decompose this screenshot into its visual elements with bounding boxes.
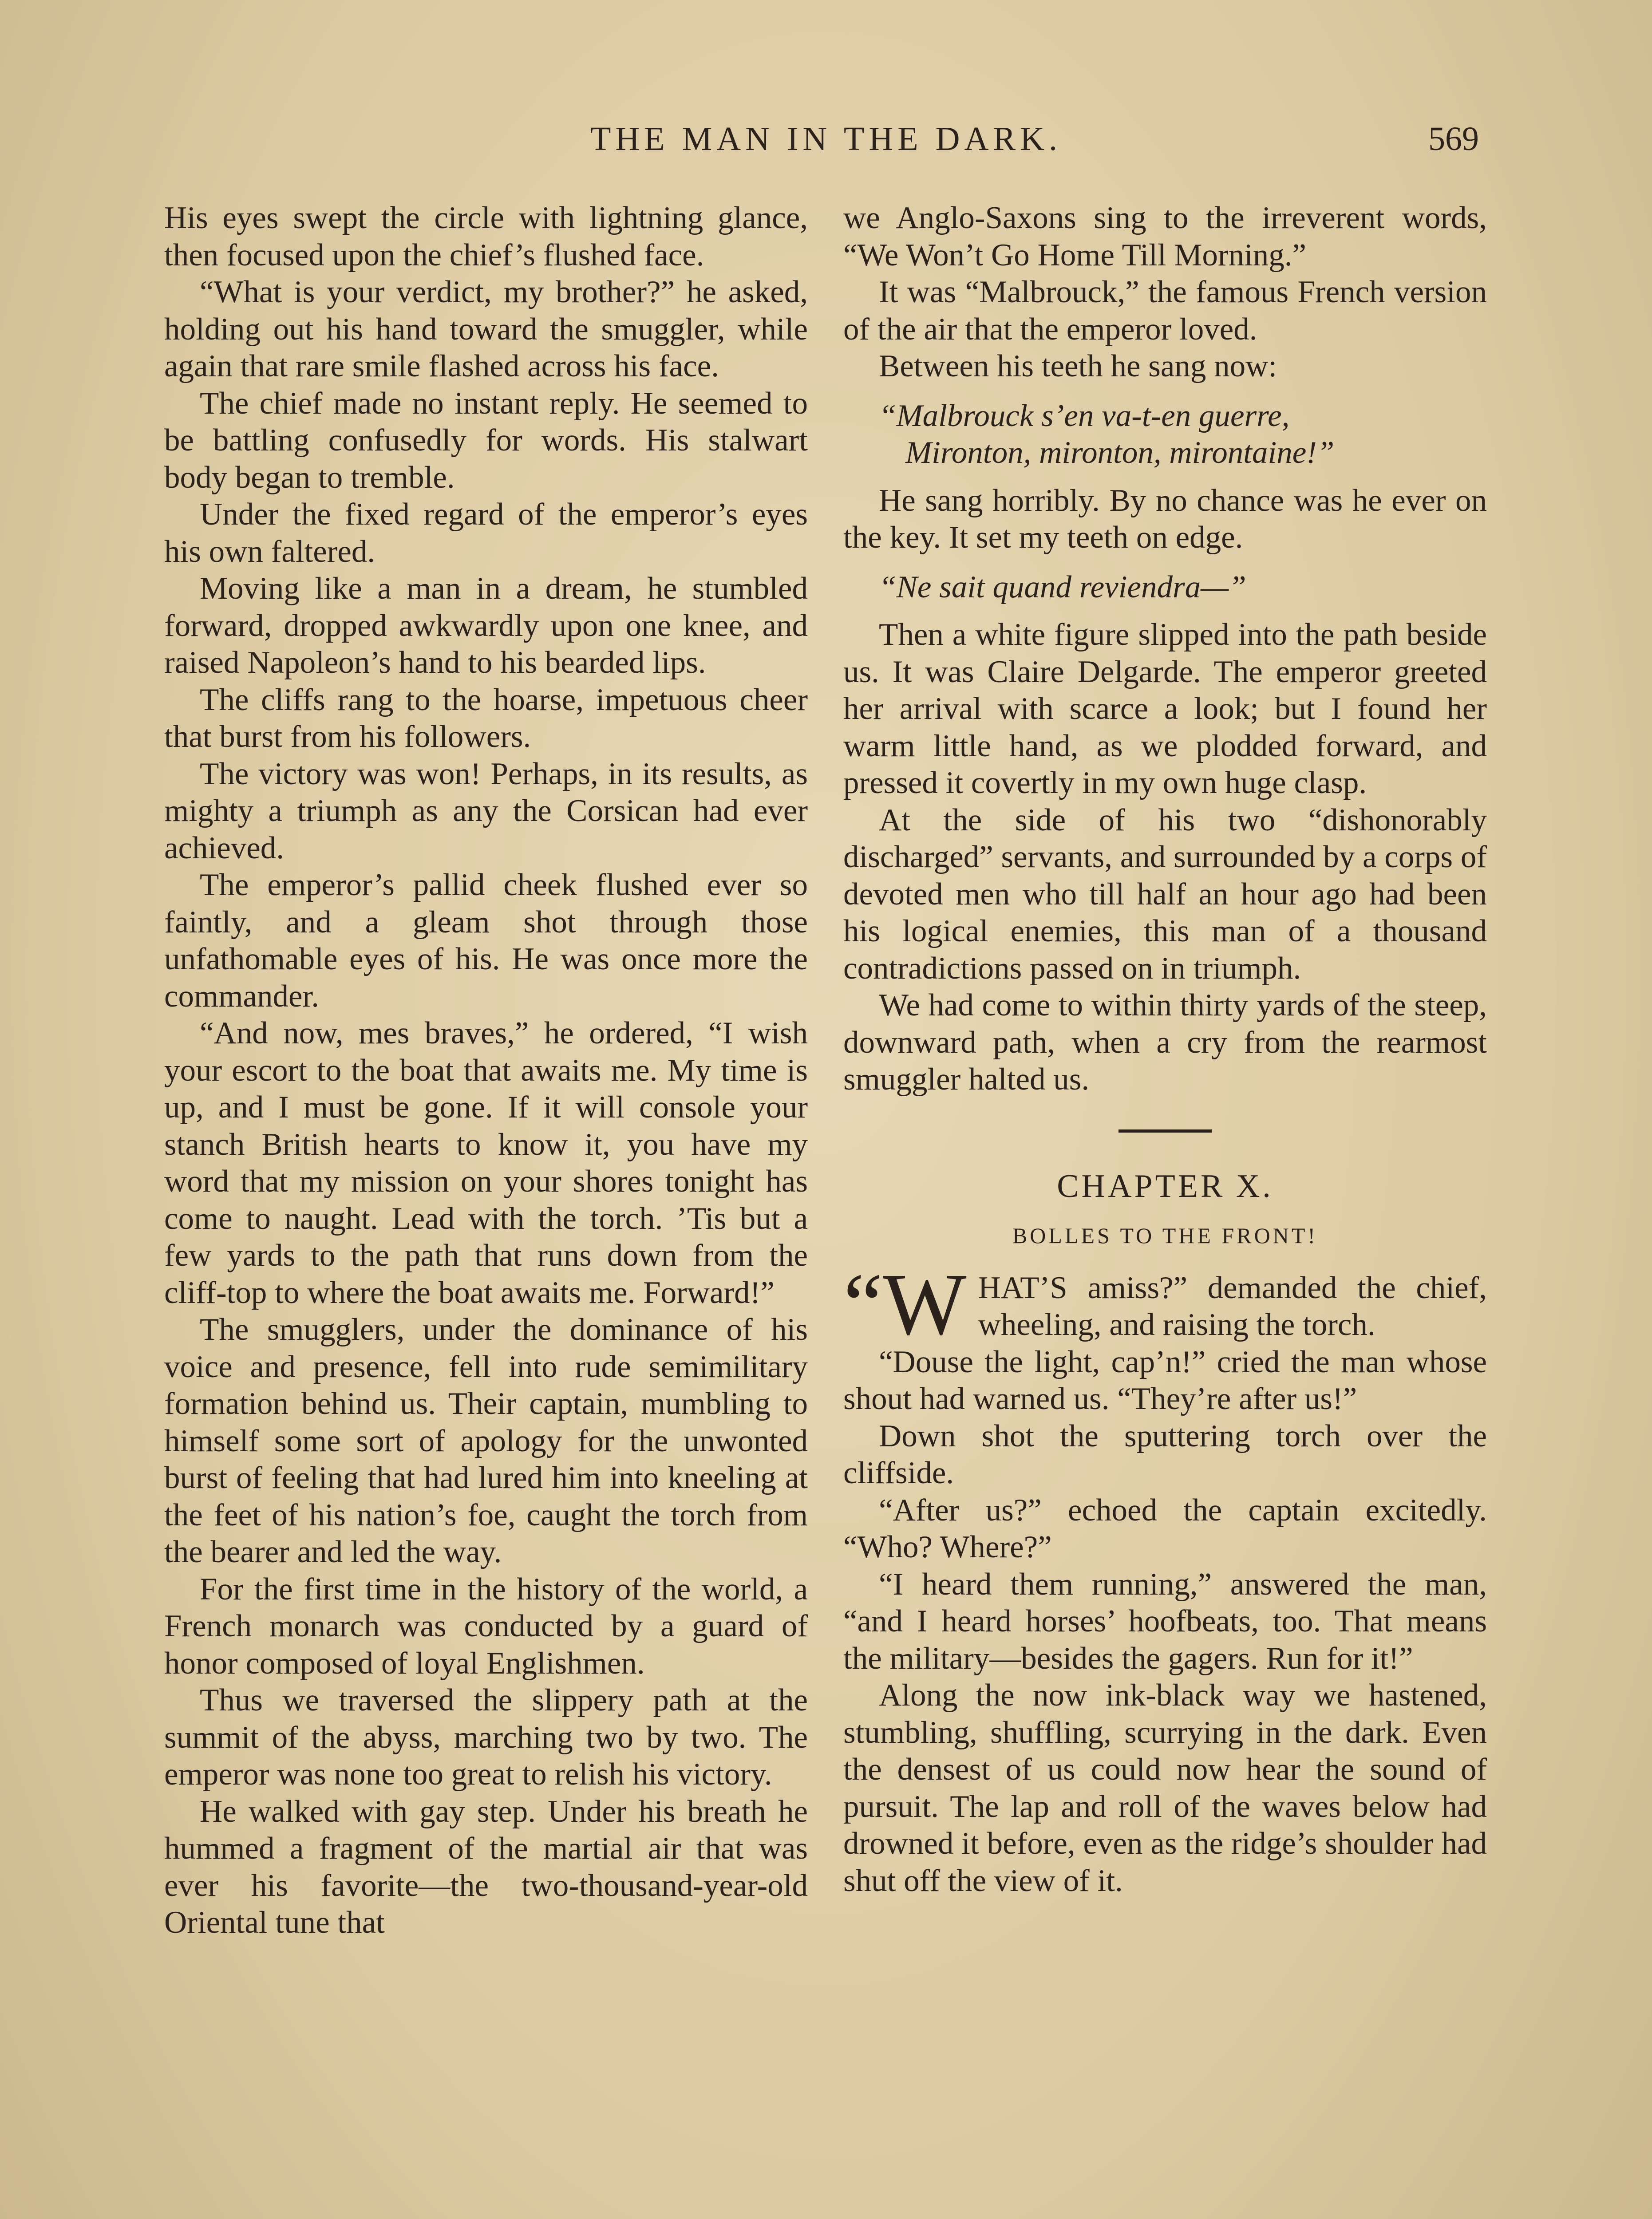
paragraph: Thus we traversed the slippery path at the summit of the abyss, marching two by two. The emperor was none too great to relish his victory. (164, 1683, 808, 1792)
song-verse (879, 398, 1487, 472)
paragraph: The emperor’s pallid cheek flushed ever so faintly, and a gleam shot through those unfathomable eyes of his. He was once more the commander. (164, 868, 808, 1014)
chapter-subtitle: BOLLES TO THE FRONT! (1012, 1223, 1318, 1248)
paragraph: Down shot the sputtering torch over the cliffside. (843, 1418, 1487, 1490)
verse-line: Mironton, mironton, mirontaine!” (905, 435, 1335, 470)
paragraph: The cliffs rang to the hoarse, impetuous cheer that burst from his followers. (164, 682, 808, 754)
paragraph: “Douse the light, cap’n!” cried the man whose shout had warned us. “They’re after us!” (843, 1344, 1487, 1416)
paragraph: For the first time in the history of the world, a French monarch was conducted by a guard of honor composed of loyal Englishmen. (164, 1571, 808, 1681)
paragraph: Under the fixed regard of the emperor’s eyes his own faltered. (164, 497, 808, 569)
paragraph-text: HAT’S amiss?” demanded the chief, wheeling, and raising the torch. (978, 1270, 1487, 1342)
paragraph: The smugglers, under the dominance of his voice and presence, fell into rude semimilitary formation behind us. Their captain, mumbling to himself some sort of apology for the unwonted burst of feeling that had lured him into kneeling at the feet of his nation’s foe, caught the torch from the bearer and led the way. (164, 1312, 808, 1569)
paragraph: The victory was won! Perhaps, in its results, as mighty a triumph as any the Corsican had ever achieved. (164, 756, 808, 865)
paragraph: “I heard them running,” answered the man, “and I heard horses’ hoofbeats, too. That means the military—besides the gagers. Run for it!” (843, 1567, 1487, 1676)
paragraph: His eyes swept the circle with lightning glance, then focused upon the chief’s flushed face. (164, 201, 808, 272)
drop-cap-letter: W (882, 1255, 967, 1354)
paragraph: He walked with gay step. Under his breath he hummed a fragment of the martial air that was ever his favorite—the two-thousand-year-old Oriental tune that (164, 1794, 808, 1940)
chapter-title: CHAPTER X. (1057, 1168, 1273, 1204)
paragraph: At the side of his two “dishonorably discharged” servants, and surrounded by a corps of devoted men who till half an hour ago had been his logical enemies, this man of a thousand contradictions passed on in triumph. (843, 802, 1487, 986)
song-verse (879, 569, 1487, 606)
paragraph: “And now, mes braves,” he ordered, “I wish your escort to the boat that awaits me. My time is up, and I must be gone. If it will console your stanch British hearts to know it, you have my word that my mission on your shores tonight has come to naught. Lead with the torch. ’Tis but a few yards to the path that runs down from the cliff-top to where the boat awaits me. Forward!” (164, 1016, 808, 1310)
paragraph: we Anglo-Saxons sing to the irreverent words, “We Won’t Go Home Till Morning.” (843, 201, 1487, 272)
paragraph: The chief made no instant reply. He seemed to be battling confusedly for words. His stalwart body began to tremble. (164, 386, 808, 495)
drop-cap-quote: “ (843, 1255, 883, 1354)
paragraph: It was “Malbrouck,” the famous French version of the air that the emperor loved. (843, 275, 1487, 347)
running-title: THE MAN IN THE DARK. (590, 120, 1062, 158)
verse-line: “Malbrouck s’en va-t-en guerre, (879, 398, 1290, 433)
section-divider (1118, 1129, 1212, 1133)
paragraph: Along the now ink-black way we hastened, stumbling, shuffling, scurrying in the dark. Even the densest of us could now hear the sound of pursuit. The lap and roll of the waves below had drowned it before, even as the ridge’s shoulder had shut off the view of it. (843, 1678, 1487, 1898)
paragraph: “What is your verdict, my brother?” he asked, holding out his hand toward the smuggler, while again that rare smile flashed across his face. (164, 275, 808, 383)
chapter-opening-paragraph (843, 1255, 1487, 1354)
right-column (843, 200, 1487, 1899)
page-number: 569 (1428, 120, 1479, 158)
left-column (164, 200, 808, 1942)
paragraph: Between his teeth he sang now: (879, 349, 1277, 383)
paragraph: We had come to within thirty yards of the steep, downward path, when a cry from the rearmost smuggler halted us. (843, 988, 1487, 1097)
paragraph: Moving like a man in a dream, he stumbled forward, dropped awkwardly upon one knee, and raised Napoleon’s hand to his bearded lips. (164, 571, 808, 680)
paragraph: Then a white figure slipped into the path beside us. It was Claire Delgarde. The emperor greeted her arrival with scarce a look; but I found her warm little hand, as we plodded forward, and pressed it covertly in my own huge clasp. (843, 617, 1487, 800)
drop-cap (843, 1255, 967, 1354)
running-head (164, 120, 1488, 173)
paragraph: He sang horribly. By no chance was he ever on the key. It set my teeth on edge. (843, 483, 1487, 555)
paragraph: “After us?” echoed the captain excitedly. “Who? Where?” (843, 1492, 1487, 1564)
verse-line: “Ne sait quand reviendra—” (879, 569, 1246, 604)
